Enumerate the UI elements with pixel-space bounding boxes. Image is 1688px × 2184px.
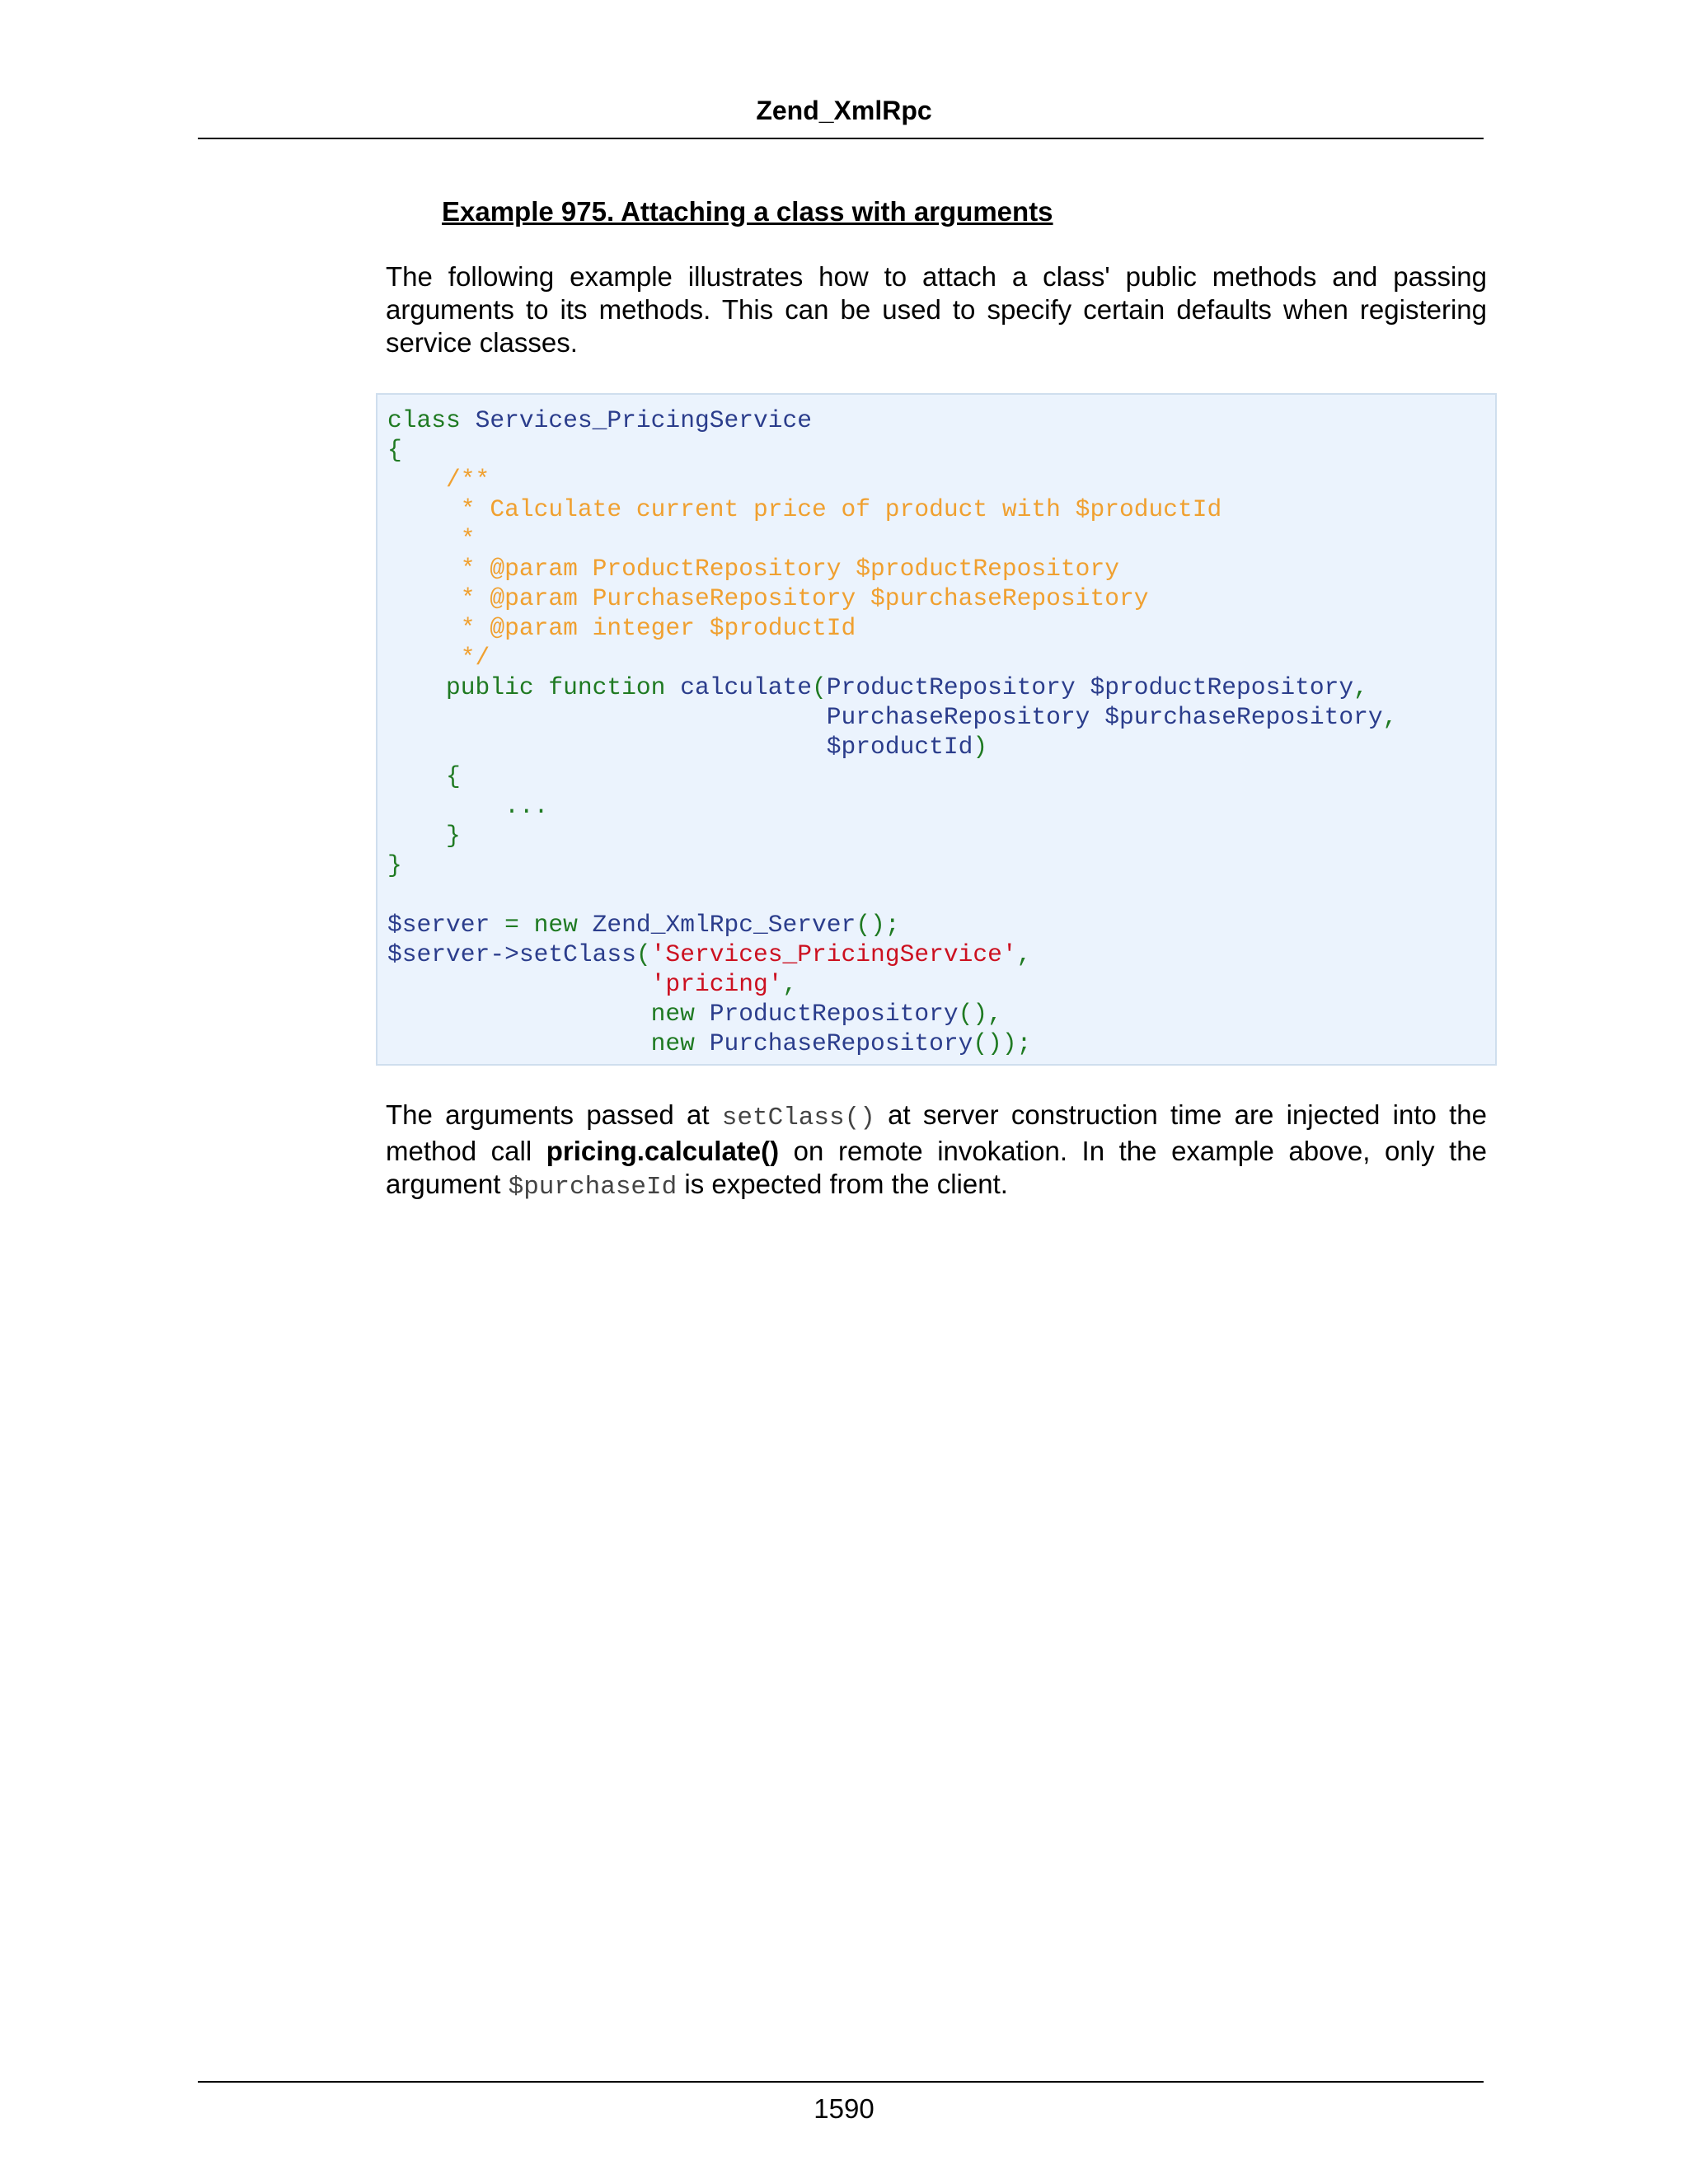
outro-text-4: is expected from the client.	[677, 1169, 1008, 1199]
code-token: ,	[1353, 673, 1368, 701]
code-token: * Calculate current price of product with $productId	[387, 495, 1222, 523]
code-token: 'Services_PricingService'	[650, 940, 1017, 968]
code-line	[387, 910, 900, 940]
code-line	[387, 940, 1031, 969]
inline-code-setclass: setClass()	[721, 1104, 875, 1132]
outro-text-1: The arguments passed at	[386, 1099, 722, 1130]
code-token	[387, 703, 827, 731]
code-token: ...	[387, 792, 549, 820]
code-line	[387, 613, 856, 643]
code-token: Services_PricingService	[475, 406, 813, 434]
code-line	[387, 702, 1397, 732]
code-token: $server->setClass	[387, 940, 636, 968]
code-line	[387, 1029, 1031, 1058]
intro-paragraph: The following example illustrates how to attach a class' public methods and passing arguments to its methods. This can be used to specify certain defaults when registering service classes.	[386, 261, 1487, 358]
code-token: ProductRepository $productRepository	[826, 673, 1354, 701]
code-line	[387, 732, 987, 762]
code-token	[387, 970, 651, 998]
code-line	[387, 643, 490, 673]
code-token: Zend_XmlRpc_Server	[592, 911, 856, 939]
code-token: (),	[958, 1000, 1002, 1028]
code-token: calculate	[680, 673, 813, 701]
header-rule	[198, 138, 1484, 139]
code-token: PurchaseRepository	[709, 1029, 973, 1057]
code-line	[387, 524, 476, 554]
code-line	[387, 999, 1002, 1029]
code-token: = new	[490, 911, 593, 939]
code-token	[387, 733, 827, 761]
code-token: ,	[1016, 940, 1032, 968]
code-line	[387, 821, 461, 851]
code-token: PurchaseRepository $purchaseRepository	[826, 703, 1383, 731]
inline-code-purchaseid: $purchaseId	[508, 1173, 678, 1202]
code-token: {	[387, 436, 402, 464]
code-token: $productId	[826, 733, 973, 761]
code-line	[387, 762, 461, 791]
code-token: (	[812, 673, 827, 701]
outro-text-3: on remote invokation. In the example above, only the argument	[386, 1136, 1487, 1199]
code-line	[387, 583, 1148, 613]
method-name-bold: pricing.calculate()	[546, 1136, 780, 1166]
code-token: new	[387, 1000, 710, 1028]
code-line	[387, 791, 548, 821]
code-token: * @param ProductRepository $productRepository	[387, 555, 1119, 583]
page-number: 1590	[814, 2093, 874, 2124]
code-line	[387, 554, 1119, 583]
code-token: ProductRepository	[709, 1000, 959, 1028]
code-token: }	[387, 851, 402, 879]
code-line	[387, 494, 1221, 524]
code-token: *	[387, 525, 476, 553]
code-line	[387, 851, 402, 880]
code-listing	[376, 393, 1497, 1066]
code-token: {	[387, 762, 461, 790]
code-token: */	[387, 644, 490, 672]
code-token: }	[387, 822, 461, 850]
code-token: ,	[1382, 703, 1398, 731]
code-token: 'pricing'	[650, 970, 783, 998]
code-token: * @param integer $productId	[387, 614, 856, 642]
code-token: )	[973, 733, 988, 761]
example-title: Example 975. Attaching a class with arguments	[442, 196, 1053, 227]
outro-text-2: at server construction time are injected into the method call	[386, 1099, 1487, 1166]
code-token: class	[387, 406, 476, 434]
code-token: ,	[782, 970, 798, 998]
code-line	[387, 465, 490, 494]
code-token: (	[635, 940, 651, 968]
footer-rule	[198, 2081, 1484, 2083]
code-line	[387, 673, 1368, 702]
code-line	[387, 435, 402, 465]
code-line	[387, 405, 812, 435]
code-token: /**	[387, 466, 490, 494]
running-header-title: Zend_XmlRpc	[756, 96, 932, 125]
code-token: * @param PurchaseRepository $purchaseRepository	[387, 584, 1149, 612]
outro-paragraph	[386, 1099, 1487, 1204]
code-token: $server	[387, 911, 490, 939]
code-token: public function	[387, 673, 681, 701]
code-token: ();	[856, 911, 900, 939]
code-token: new	[387, 1029, 710, 1057]
code-token: ());	[973, 1029, 1032, 1057]
code-line	[387, 969, 797, 999]
